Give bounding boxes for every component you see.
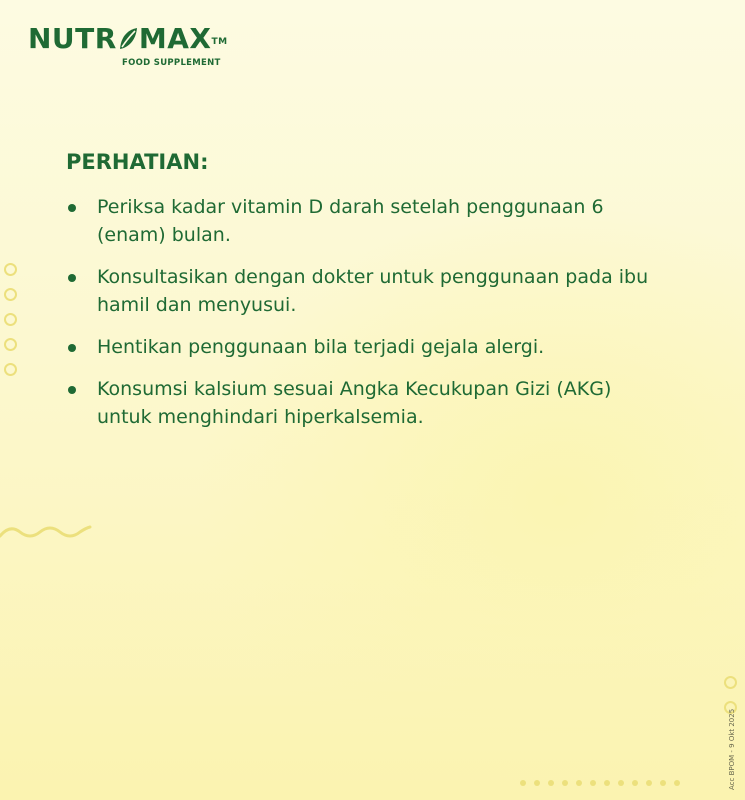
trademark-mark: TM xyxy=(211,37,228,47)
bullet-icon xyxy=(68,386,76,394)
dot-icon xyxy=(660,780,666,786)
dot-icon xyxy=(674,780,680,786)
warning-list xyxy=(66,193,666,445)
dot-icon xyxy=(646,780,652,786)
list-item xyxy=(66,263,657,319)
warning-title: PERHATIAN: xyxy=(66,150,209,174)
list-item-text: Hentikan penggunaan bila terjadi gejala alergi. xyxy=(97,336,545,358)
dot-icon xyxy=(632,780,638,786)
list-item-text: Konsumsi kalsium sesuai Angka Kecukupan Gizi (AKG) untuk menghindari hiperkalsemia. xyxy=(97,378,612,428)
list-item xyxy=(66,193,617,249)
list-item-text: Konsultasikan dengan dokter untuk penggunaan pada ibu hamil dan menyusui. xyxy=(97,266,649,316)
approval-note: Acc BPOM - 9 Okt 2025 xyxy=(728,708,736,790)
brand-name-part2: MAX xyxy=(138,22,212,55)
list-item xyxy=(66,333,666,361)
bullet-icon xyxy=(68,204,76,212)
brand-wordmark xyxy=(28,24,228,54)
circle-ring-icon xyxy=(4,263,17,276)
dot-icon xyxy=(534,780,540,786)
circle-ring-icon xyxy=(4,313,17,326)
bullet-icon xyxy=(68,274,76,282)
dot-icon xyxy=(604,780,610,786)
dot-icon xyxy=(618,780,624,786)
dot-icon xyxy=(562,780,568,786)
circle-ring-icon xyxy=(4,363,17,376)
brand-name-part1: NUTR xyxy=(28,22,117,55)
bullet-icon xyxy=(68,344,76,352)
decor-dots xyxy=(520,780,680,786)
dot-icon xyxy=(520,780,526,786)
circle-ring-icon xyxy=(4,338,17,351)
dot-icon xyxy=(548,780,554,786)
brand-tagline: FOOD SUPPLEMENT xyxy=(122,58,221,68)
circle-ring-icon xyxy=(4,288,17,301)
circle-ring-icon xyxy=(724,676,737,689)
list-item xyxy=(66,375,657,431)
dot-icon xyxy=(590,780,596,786)
wave-line-icon xyxy=(0,518,92,548)
decor-rings-left xyxy=(4,263,17,388)
brand-logo xyxy=(28,22,228,68)
dot-icon xyxy=(576,780,582,786)
list-item-text: Periksa kadar vitamin D darah setelah penggunaan 6 (enam) bulan. xyxy=(97,196,604,246)
leaf-icon xyxy=(117,27,139,51)
